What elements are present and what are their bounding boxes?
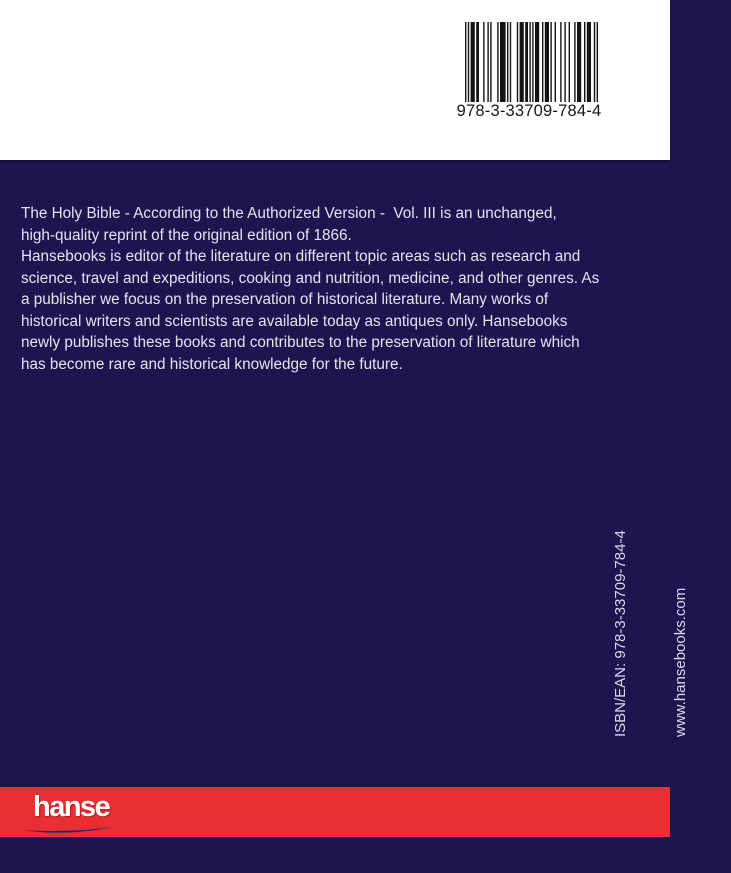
publisher-logo-text: hanse: [33, 791, 110, 823]
description-line: science, travel and expeditions, cooking and nutrition, medicine, and other genres. As: [21, 269, 600, 287]
book-description: [21, 203, 641, 375]
logo-swoosh-icon: [24, 825, 114, 835]
barcode-number: 978-3-33709-784-4: [456, 102, 602, 120]
description-line: high-quality reprint of the original edition of 1866.: [21, 226, 352, 244]
description-line: Hansebooks is editor of the literature on different topic areas such as research and: [21, 248, 581, 265]
spine-info: [571, 530, 731, 737]
description-line: The Holy Bible - According to the Authorized Version - Vol. III is an unchanged,: [21, 205, 557, 222]
isbn-ean-text: ISBN/EAN: 978-3-33709-784-4: [612, 530, 629, 737]
description-line: newly publishes these books and contributes to the preservation of literature which: [21, 334, 580, 351]
barcode-panel: [0, 0, 670, 162]
description-line: has become rare and historical knowledge for the future.: [21, 355, 403, 373]
publisher-bar: [0, 787, 670, 837]
description-line: a publisher we focus on the preservation of historical literature. Many works of: [21, 291, 549, 308]
description-line: historical writers and scientists are available today as antiques only. Hansebooks: [21, 312, 568, 330]
barcode-image: [465, 22, 598, 102]
website-text: www.hansebooks.com: [672, 587, 689, 737]
